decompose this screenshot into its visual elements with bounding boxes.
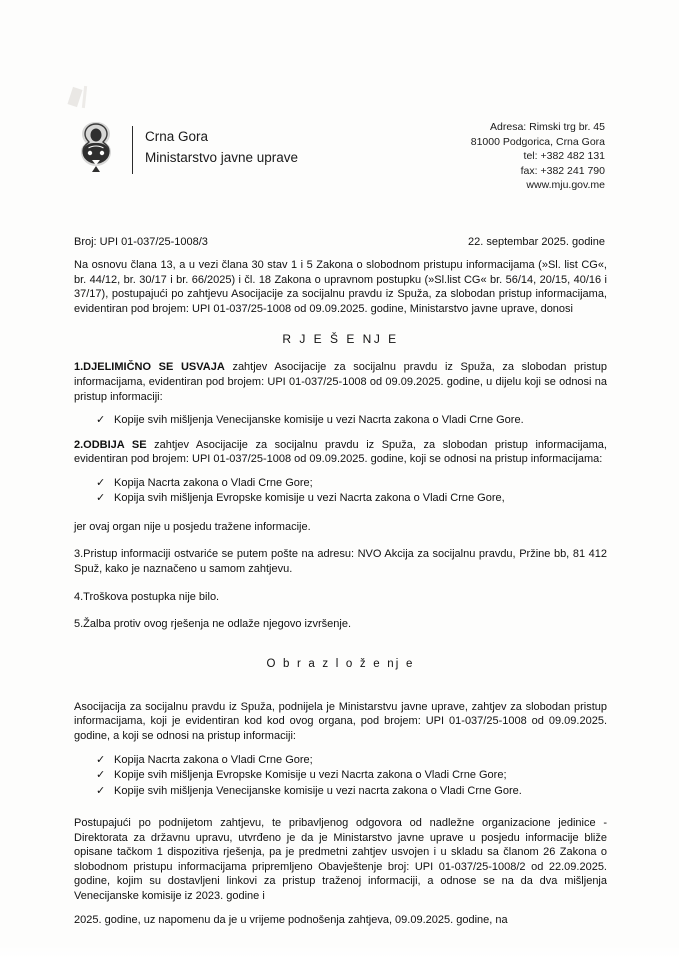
explanation-title: O b r a z l o ž e nj e: [266, 657, 415, 670]
list-item-label: Kopije svih mišljenja Evropske Komisije u vezi Nacrta zakona o Vladi Crne Gore;: [114, 769, 507, 782]
explanation-paragraph-2: Postupajući po podnijetom zahtjevu, te pribavljenog odgovora od nadležne organizacione jedinice - Direktorata za državnu upravu, utvrđeno je da je Ministarstvo javne uprave u posjedu informacije bliže opisane tačkom 1 dispozitiva rješenja, pa je predmetni zahtjev usvojen i u skladu sa članom 26 Zakona o slobodnom pristupu informacijama pripremljeno Obavještenje broj: UPI 01-037/25-1008/2 od 22.09.2025. godine, kojim su dostavljeni linkovi za pristup traženoj informaciji, a odnose se na da dva mišljenja Venecijanske komisije iz 2023. godine i: [74, 817, 607, 903]
document-date: 22. septembar 2025. godine: [468, 236, 605, 248]
contact-tel-line: tel: +382 482 131: [523, 150, 605, 162]
point-2-text: zahtjev Asocijacije za socijalnu pravdu iz Spuža, za slobodan pristup informacijama, evidentiran pod brojem: UPI 01-037/25-1008 od 09.09.2025. godine, koji se odnosi na pristup informacijama:: [74, 438, 607, 466]
decision-title: R J E Š E NJ E: [282, 332, 399, 347]
document-number: Broj: UPI 01-037/25-1008/3: [74, 236, 208, 248]
list-item: [96, 491, 607, 507]
list-item-label: Kopija Nacrta zakona o Vladi Crne Gore;: [114, 476, 313, 489]
check-icon: ✓: [96, 492, 106, 505]
list-item: [96, 768, 607, 784]
ministry-name: Ministarstvo javne uprave: [145, 150, 299, 165]
check-icon: ✓: [96, 753, 106, 766]
explanation-paragraph-1: Asocijacija za socijalnu pravdu iz Spuža, podnijela je Ministarstvu javne uprave, zahtjev za slobodan pristup informacijama, koji je evidentiran kod kod ovog organa, pod brojem: UPI 01-037/25-1008 od 09.09.2025. godine, a koji se odnosi na pristup informaciji:: [74, 700, 607, 742]
contact-address-line: Adresa: Rimski trg br. 45: [490, 121, 605, 133]
point-2-list: [74, 476, 607, 507]
point-1-lead: 1.DJELIMIČNO SE USVAJA: [74, 361, 225, 374]
check-icon: ✓: [96, 414, 106, 427]
point-2-lead: 2.ODBIJA SE: [74, 438, 147, 451]
country-name: Crna Gora: [145, 129, 209, 144]
document-body: [74, 258, 607, 936]
organization-block: [132, 126, 298, 174]
list-item: [96, 784, 607, 800]
contact-city-line: 81000 Podgorica, Crna Gora: [470, 135, 605, 148]
reference-line: [74, 235, 605, 250]
point-3-paragraph: 3.Pristup informaciji ostvariće se putem pošte na adresu: NVO Akcija za socijalnu pravdu, Pržine bb, 81 412 Spuž, kako je naznačeno u samom zahtjevu.: [74, 548, 607, 576]
explanation-paragraph-3: 2025. godine, uz napomenu da je u vrijeme podnošenja zahtjeva, 09.09.2025. godine, na: [74, 913, 508, 926]
point-1-paragraph: [74, 360, 607, 404]
list-item: [96, 753, 607, 769]
contact-fax-line: fax: +382 241 790: [520, 164, 605, 177]
point-5-paragraph: 5.Žalba protiv ovog rješenja ne odlaže njegovo izvršenje.: [74, 618, 351, 631]
explanation-request-list: [74, 753, 607, 800]
contact-block: [471, 120, 605, 193]
point-1-text: zahtjev Asocijacije za socijalnu pravdu iz Spuža, za slobodan pristup informacijama, evidentiran pod brojem: UPI 01-037/25-1008 od 09.09.2025. godine, u dijelu koji se odnosi na pristup informaciji:: [74, 361, 607, 403]
contact-website-line: www.mju.gov.me: [526, 179, 605, 191]
list-item-label: Kopije svih mišljenja Venecijanske komisije u vezi Nacrta zakona o Vladi Crne Gore.: [114, 414, 524, 427]
letterhead: [74, 120, 605, 206]
list-item-label: Kopija Nacrta zakona o Vladi Crne Gore;: [114, 753, 313, 766]
check-icon: ✓: [96, 476, 106, 489]
montenegro-coat-of-arms-icon: [74, 120, 118, 176]
scan-artifact-icon: [67, 87, 82, 107]
point-1-list: [74, 413, 607, 429]
list-item: [96, 413, 607, 429]
legal-basis-paragraph: Na osnovu člana 13, a u vezi člana 30 stav 1 i 5 Zakona o slobodnom pristupu informacijama (»Sl. list CG«, br. 44/12, br. 30/17 i br. 66/2025) i čl. 18 Zakona o upravnom postupku (»Sl.list CG« br. 56/14, 20/15, 40/16 i 37/17), postupajući po zahtjevu Asocijacije za socijalnu pravdu iz Spuža, za slobodan pristup informacijama, evidentiran pod brojem: UPI 01-037/25-1008 od 09.09.2025. godine, Ministarstvo javne uprave, donosi: [74, 259, 607, 315]
check-icon: ✓: [96, 769, 106, 782]
point-2-paragraph: [74, 438, 607, 467]
check-icon: ✓: [96, 784, 106, 797]
list-item-label: Kopije svih mišljenja Venecijanske komisije u vezi nacrta zakona o Vladi Crne Gore.: [114, 784, 522, 797]
point-2-conclusion: jer ovaj organ nije u posjedu tražene informacije.: [74, 520, 311, 533]
list-item-label: Kopija svih mišljenja Evropske komisije u vezi Nacrta zakona o Vladi Crne Gore,: [114, 492, 505, 505]
point-4-paragraph: 4.Troškova postupka nije bilo.: [74, 590, 220, 603]
page-bottom-fade: [0, 944, 679, 960]
list-item: [96, 476, 607, 492]
